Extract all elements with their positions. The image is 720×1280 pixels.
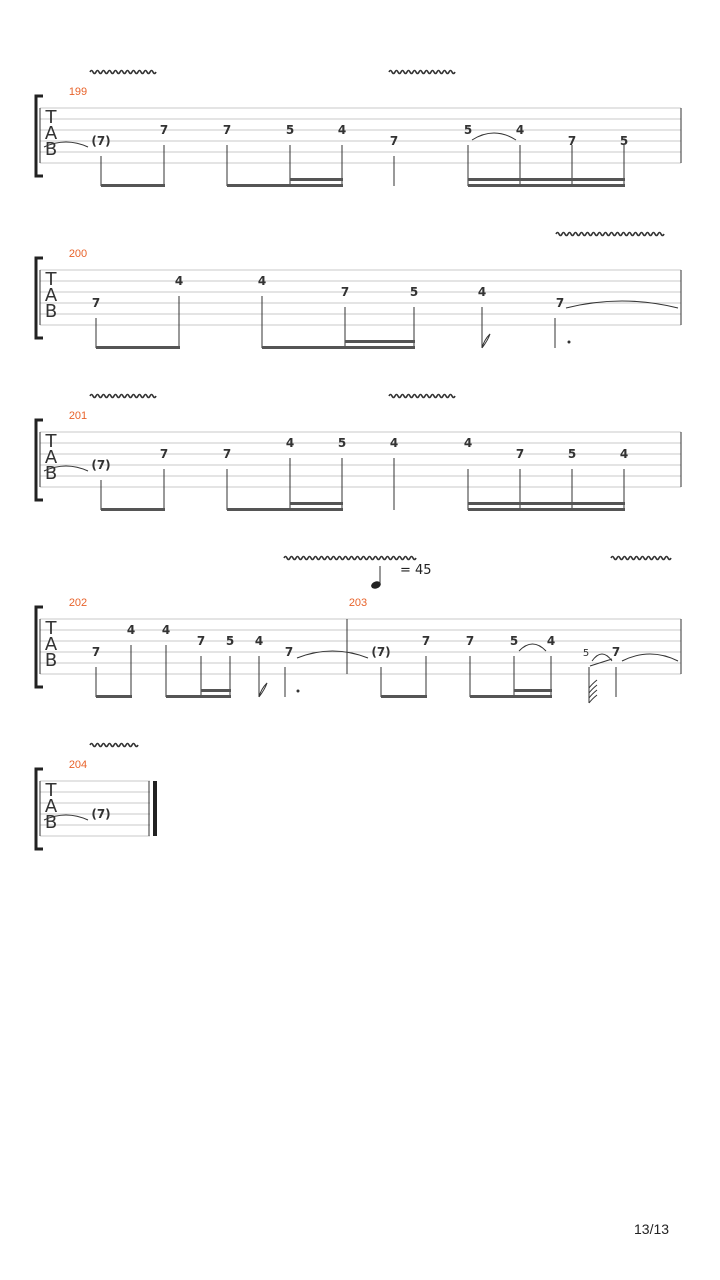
vibrato-mark: [556, 233, 664, 236]
beam: [227, 184, 343, 187]
measure-number: 203: [348, 597, 368, 609]
beam: [262, 346, 415, 349]
tab-clef-t: T: [45, 269, 57, 290]
vibrato-mark: [389, 71, 455, 74]
fret-number: 5: [582, 648, 590, 659]
fret-number: 7: [196, 634, 206, 648]
fret-number: 4: [337, 123, 347, 137]
fret-number: 7: [159, 123, 169, 137]
beam: [468, 502, 625, 505]
fret-number: 4: [619, 447, 629, 461]
fret-number: 7: [515, 447, 525, 461]
tab-clef-t: T: [45, 107, 57, 128]
fret-number: 7: [91, 296, 101, 310]
fret-number: 5: [567, 447, 577, 461]
tie-slur: [519, 644, 546, 651]
fret-number: 4: [546, 634, 556, 648]
tab-clef-a: A: [44, 634, 58, 655]
tie-slur: [622, 654, 678, 661]
tab-clef-a: A: [44, 796, 58, 817]
dot: [297, 690, 300, 693]
fret-number: 5: [509, 634, 519, 648]
beam: [96, 346, 180, 349]
tempo-marking: = 45: [400, 563, 432, 578]
fret-number: 4: [477, 285, 487, 299]
dot: [568, 341, 571, 344]
fret-number: 4: [161, 623, 171, 637]
fret-number: 7: [222, 447, 232, 461]
tab-clef-t: T: [45, 618, 57, 639]
measure-number: 201: [68, 410, 88, 422]
fret-number: (7): [91, 807, 111, 821]
vibrato-mark: [90, 744, 138, 747]
beam: [166, 695, 231, 698]
vibrato-mark: [90, 71, 156, 74]
fret-number: 7: [159, 447, 169, 461]
fret-number: 7: [421, 634, 431, 648]
fret-number: (7): [371, 645, 391, 659]
tab-clef-t: T: [45, 431, 57, 452]
tab-clef-b: B: [44, 139, 58, 160]
fret-number: 5: [463, 123, 473, 137]
beam: [96, 695, 132, 698]
page-number: 13/13: [634, 1221, 670, 1237]
tab-clef-a: A: [44, 285, 58, 306]
tie-slur: [566, 301, 678, 308]
beam: [468, 178, 625, 181]
fret-number: 7: [222, 123, 232, 137]
tab-clef-b: B: [44, 812, 58, 833]
fret-number: 7: [340, 285, 350, 299]
fret-number: 5: [225, 634, 235, 648]
beam: [290, 178, 343, 181]
note-flag: [589, 680, 597, 688]
beam: [468, 508, 625, 511]
fret-number: 7: [91, 645, 101, 659]
fret-number: 7: [465, 634, 475, 648]
vibrato-mark: [90, 395, 156, 398]
tab-clef-a: A: [44, 447, 58, 468]
fret-number: 7: [284, 645, 294, 659]
beam: [201, 689, 231, 692]
beam: [227, 508, 343, 511]
fret-number: (7): [91, 458, 111, 472]
fret-number: (7): [91, 134, 111, 148]
tab-clef-t: T: [45, 780, 57, 801]
measure-number: 200: [68, 248, 88, 260]
fret-number: 4: [463, 436, 473, 450]
fret-number: 4: [257, 274, 267, 288]
note-flag: [259, 683, 267, 697]
fret-number: 4: [254, 634, 264, 648]
beam: [470, 695, 552, 698]
fret-number: 7: [389, 134, 399, 148]
fret-number: 7: [567, 134, 577, 148]
fret-number: 4: [515, 123, 525, 137]
beam: [290, 502, 343, 505]
beam: [101, 508, 165, 511]
measure-number: 202: [68, 597, 88, 609]
measure-number: 204: [68, 759, 88, 771]
note-flag: [482, 334, 490, 348]
vibrato-mark: [611, 557, 671, 560]
fret-number: 5: [409, 285, 419, 299]
tab-clef-b: B: [44, 301, 58, 322]
fret-number: 5: [619, 134, 629, 148]
fret-number: 4: [389, 436, 399, 450]
beam: [345, 340, 415, 343]
fret-number: 5: [285, 123, 295, 137]
beam: [468, 184, 625, 187]
measure-number: 199: [68, 86, 88, 98]
fret-number: 4: [285, 436, 295, 450]
vibrato-mark: [389, 395, 455, 398]
fret-number: 7: [611, 645, 621, 659]
tab-clef-b: B: [44, 463, 58, 484]
fret-number: 7: [555, 296, 565, 310]
beam: [101, 184, 165, 187]
fret-number: 4: [174, 274, 184, 288]
tab-clef-a: A: [44, 123, 58, 144]
tab-clef-b: B: [44, 650, 58, 671]
vibrato-mark: [284, 557, 416, 560]
fret-number: 4: [126, 623, 136, 637]
beam: [514, 689, 552, 692]
final-barline-thick: [153, 781, 157, 836]
beam: [381, 695, 427, 698]
tie-slur: [472, 133, 516, 140]
fret-number: 5: [337, 436, 347, 450]
